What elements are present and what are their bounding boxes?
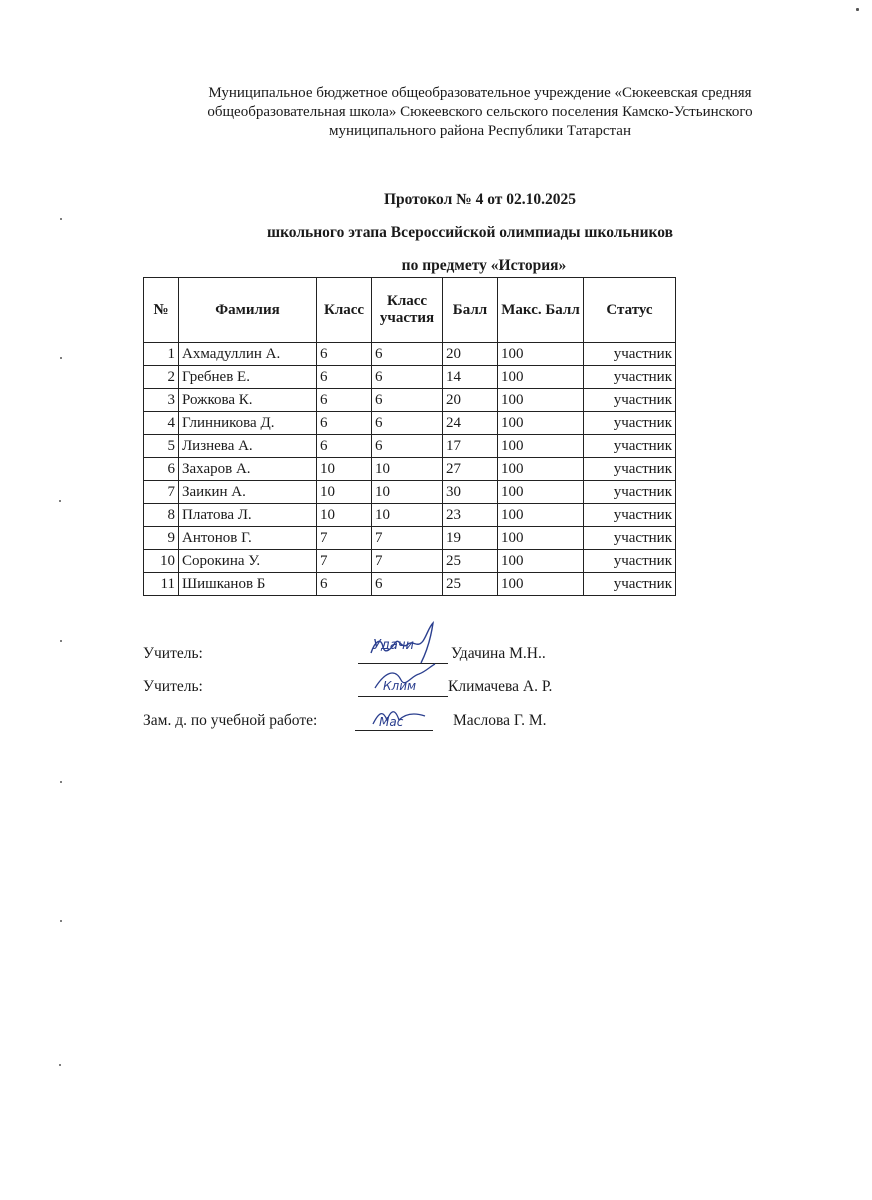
cell-max-score: 100: [498, 550, 584, 573]
cell-max-score: 100: [498, 504, 584, 527]
cell-max-score: 100: [498, 527, 584, 550]
cell-grade: 6: [317, 366, 372, 389]
scan-speck: [60, 781, 62, 783]
signature-text: Мас: [379, 715, 404, 729]
cell-surname: Платова Л.: [179, 504, 317, 527]
cell-participation-grade: 7: [372, 527, 443, 550]
cell-grade: 6: [317, 573, 372, 596]
institution-header: [150, 84, 810, 141]
cell-grade: 10: [317, 458, 372, 481]
cell-surname: Рожкова К.: [179, 389, 317, 412]
scan-speck: [59, 1064, 61, 1066]
olympiad-stage-title: школьного этапа Всероссийской олимпиады школьников: [267, 224, 673, 241]
signer-name: Климачева А. Р.: [448, 678, 553, 695]
cell-number: 1: [144, 343, 179, 366]
cell-max-score: 100: [498, 458, 584, 481]
cell-status: участник: [584, 458, 676, 481]
results-table: [143, 277, 676, 596]
cell-participation-grade: 6: [372, 573, 443, 596]
cell-grade: 7: [317, 527, 372, 550]
cell-score: 24: [443, 412, 498, 435]
cell-score: 17: [443, 435, 498, 458]
scan-speck: [60, 357, 62, 359]
cell-status: участник: [584, 504, 676, 527]
table-row: [144, 389, 676, 412]
cell-participation-grade: 6: [372, 389, 443, 412]
cell-surname: Захаров А.: [179, 458, 317, 481]
cell-participation-grade: 6: [372, 343, 443, 366]
cell-score: 25: [443, 573, 498, 596]
cell-grade: 10: [317, 481, 372, 504]
signature-role: Учитель:: [143, 645, 203, 662]
cell-surname: Заикин А.: [179, 481, 317, 504]
table-row: [144, 527, 676, 550]
scan-speck: [60, 920, 62, 922]
cell-surname: Ахмадуллин А.: [179, 343, 317, 366]
table-row: [144, 458, 676, 481]
cell-max-score: 100: [498, 366, 584, 389]
signature-role: Зам. д. по учебной работе:: [143, 712, 318, 729]
cell-number: 8: [144, 504, 179, 527]
table-row: [144, 573, 676, 596]
signature-mark: [369, 700, 433, 732]
cell-surname: Сорокина У.: [179, 550, 317, 573]
cell-participation-grade: 6: [372, 366, 443, 389]
cell-score: 27: [443, 458, 498, 481]
institution-line-1: Муниципальное бюджетное общеобразовательное учреждение «Сюкеевская средняя: [208, 85, 752, 101]
cell-participation-grade: 10: [372, 481, 443, 504]
cell-participation-grade: 10: [372, 458, 443, 481]
cell-status: участник: [584, 343, 676, 366]
signature-text: Удачи: [373, 638, 415, 653]
cell-status: участник: [584, 412, 676, 435]
table-row: [144, 343, 676, 366]
cell-max-score: 100: [498, 412, 584, 435]
scan-speck: [59, 500, 61, 502]
cell-number: 3: [144, 389, 179, 412]
header-grade: Класс: [317, 278, 372, 343]
table-row: [144, 366, 676, 389]
header-score: Балл: [443, 278, 498, 343]
cell-max-score: 100: [498, 435, 584, 458]
cell-status: участник: [584, 389, 676, 412]
cell-number: 5: [144, 435, 179, 458]
cell-number: 7: [144, 481, 179, 504]
signature-row-2: [143, 678, 623, 700]
header-surname: Фамилия: [179, 278, 317, 343]
institution-line-2: общеобразовательная школа» Сюкеевского сельского поселения Камско-Устьинского: [207, 104, 753, 120]
cell-grade: 6: [317, 389, 372, 412]
table-row: [144, 481, 676, 504]
scan-speck: [60, 218, 62, 220]
cell-number: 4: [144, 412, 179, 435]
institution-line-3: муниципального района Республики Татарстан: [329, 123, 631, 139]
table-row: [144, 412, 676, 435]
cell-score: 23: [443, 504, 498, 527]
cell-score: 19: [443, 527, 498, 550]
cell-participation-grade: 6: [372, 412, 443, 435]
header-number: №: [144, 278, 179, 343]
cell-max-score: 100: [498, 343, 584, 366]
cell-status: участник: [584, 366, 676, 389]
cell-surname: Антонов Г.: [179, 527, 317, 550]
cell-participation-grade: 10: [372, 504, 443, 527]
cell-status: участник: [584, 481, 676, 504]
cell-status: участник: [584, 573, 676, 596]
cell-max-score: 100: [498, 573, 584, 596]
cell-number: 10: [144, 550, 179, 573]
cell-score: 25: [443, 550, 498, 573]
cell-status: участник: [584, 527, 676, 550]
cell-status: участник: [584, 435, 676, 458]
cell-grade: 7: [317, 550, 372, 573]
cell-max-score: 100: [498, 389, 584, 412]
signer-name: Удачина М.Н..: [451, 645, 546, 662]
cell-score: 20: [443, 343, 498, 366]
cell-status: участник: [584, 550, 676, 573]
header-max-score: Макс. Балл: [498, 278, 584, 343]
signature-mark: [365, 619, 445, 665]
subject-title: по предмету «История»: [401, 257, 567, 274]
cell-grade: 6: [317, 343, 372, 366]
cell-surname: Шишканов Б: [179, 573, 317, 596]
cell-score: 30: [443, 481, 498, 504]
cell-surname: Гребнев Е.: [179, 366, 317, 389]
scan-speck: [60, 640, 62, 642]
cell-number: 9: [144, 527, 179, 550]
cell-participation-grade: 6: [372, 435, 443, 458]
signature-text: Клим: [383, 679, 417, 693]
cell-max-score: 100: [498, 481, 584, 504]
signature-role: Учитель:: [143, 678, 203, 695]
cell-number: 6: [144, 458, 179, 481]
table-row: [144, 504, 676, 527]
cell-grade: 10: [317, 504, 372, 527]
table-header-row: [144, 278, 676, 343]
header-status: Статус: [584, 278, 676, 343]
scan-speck: [856, 8, 859, 11]
cell-number: 11: [144, 573, 179, 596]
signature-row-3: [143, 712, 623, 734]
header-participation-grade: Класс участия: [372, 278, 443, 343]
protocol-title: Протокол № 4 от 02.10.2025: [383, 191, 577, 208]
cell-grade: 6: [317, 435, 372, 458]
cell-participation-grade: 7: [372, 550, 443, 573]
cell-surname: Лизнева А.: [179, 435, 317, 458]
cell-score: 14: [443, 366, 498, 389]
cell-grade: 6: [317, 412, 372, 435]
signer-name: Маслова Г. М.: [453, 712, 547, 729]
table-row: [144, 435, 676, 458]
cell-number: 2: [144, 366, 179, 389]
cell-score: 20: [443, 389, 498, 412]
table-row: [144, 550, 676, 573]
signature-mark: [371, 662, 441, 698]
cell-surname: Глинникова Д.: [179, 412, 317, 435]
